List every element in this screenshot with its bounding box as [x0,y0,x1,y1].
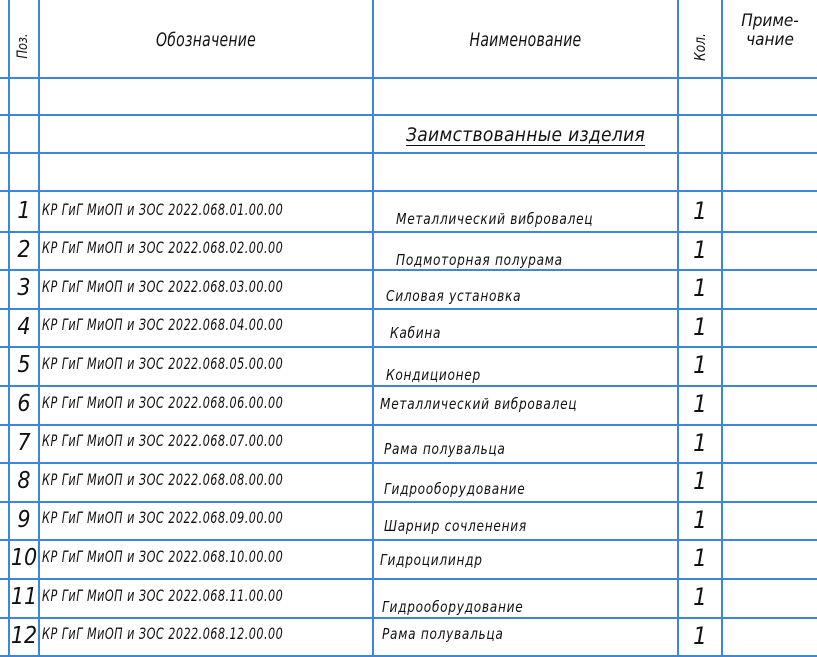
header-name: Наименование [469,29,582,51]
row-position: 7 [17,429,31,456]
header-qty: Кол. [691,33,709,61]
row-quantity: 1 [693,235,707,264]
row-designation: КР ГиГ МиОП и ЗОС 2022.068.01.00.00 [42,199,284,219]
row-quantity: 1 [693,467,707,496]
header-note-line1: Приме- [741,11,799,31]
row-position: 10 [10,545,38,572]
row-position: 9 [17,506,31,533]
section-title: Заимствованные изделия [405,124,646,146]
header-pos: Поз. [15,33,31,59]
grid-line [0,77,817,79]
row-name: Гидрооборудование [384,480,526,499]
header-note [723,12,817,50]
row-position: 5 [17,352,31,379]
header-designation: Обозначение [156,29,256,51]
row-designation: КР ГиГ МиОП и ЗОС 2022.068.10.00.00 [42,546,284,566]
row-name: Металлический вибровалец [396,210,594,228]
row-quantity: 1 [693,351,707,380]
row-position: 11 [10,584,38,610]
row-quantity: 1 [693,274,707,303]
row-name: Силовая установка [386,287,522,306]
row-name: Шарнир сочленения [384,516,527,535]
row-designation: КР ГиГ МиОП и ЗОС 2022.068.04.00.00 [42,315,284,335]
row-quantity: 1 [693,390,707,418]
row-quantity: 1 [693,583,707,611]
row-position: 2 [17,236,31,263]
row-position: 6 [17,391,31,417]
row-name: Рама полувальца [382,624,504,643]
row-quantity: 1 [693,197,707,225]
row-name: Металлический вибровалец [380,395,578,413]
row-position: 4 [17,313,31,340]
row-quantity: 1 [693,505,707,534]
row-designation: КР ГиГ МиОП и ЗОС 2022.068.08.00.00 [42,469,284,489]
row-designation: КР ГиГ МиОП и ЗОС 2022.068.09.00.00 [42,508,284,528]
row-quantity: 1 [693,428,707,457]
row-name: Гидрооборудование [382,598,524,616]
header-note-line2: чание [746,30,794,50]
row-designation: КР ГиГ МиОП и ЗОС 2022.068.11.00.00 [42,585,284,605]
row-name: Рама полувальца [384,439,506,458]
grid-line [721,0,723,655]
row-name: Кабина [390,323,442,342]
row-name: Кондиционер [386,366,481,385]
grid-line [0,152,817,154]
row-designation: КР ГиГ МиОП и ЗОС 2022.068.07.00.00 [42,431,284,451]
row-position: 1 [17,198,31,224]
row-name: Подмоторная полурама [396,250,563,269]
row-name: Гидроцилиндр [380,551,483,570]
row-quantity: 1 [693,544,707,573]
row-position: 12 [10,622,38,649]
grid-line [0,114,817,116]
row-position: 8 [17,468,31,495]
row-designation: КР ГиГ МиОП и ЗОС 2022.068.02.00.00 [42,238,284,258]
row-designation: КР ГиГ МиОП и ЗОС 2022.068.03.00.00 [42,276,284,296]
row-quantity: 1 [693,621,707,650]
row-designation: КР ГиГ МиОП и ЗОС 2022.068.12.00.00 [42,624,284,644]
row-designation: КР ГиГ МиОП и ЗОС 2022.068.06.00.00 [42,392,284,412]
row-position: 3 [17,275,31,302]
row-designation: КР ГиГ МиОП и ЗОС 2022.068.05.00.00 [42,353,284,373]
row-quantity: 1 [693,312,707,341]
grid-line [372,0,374,655]
